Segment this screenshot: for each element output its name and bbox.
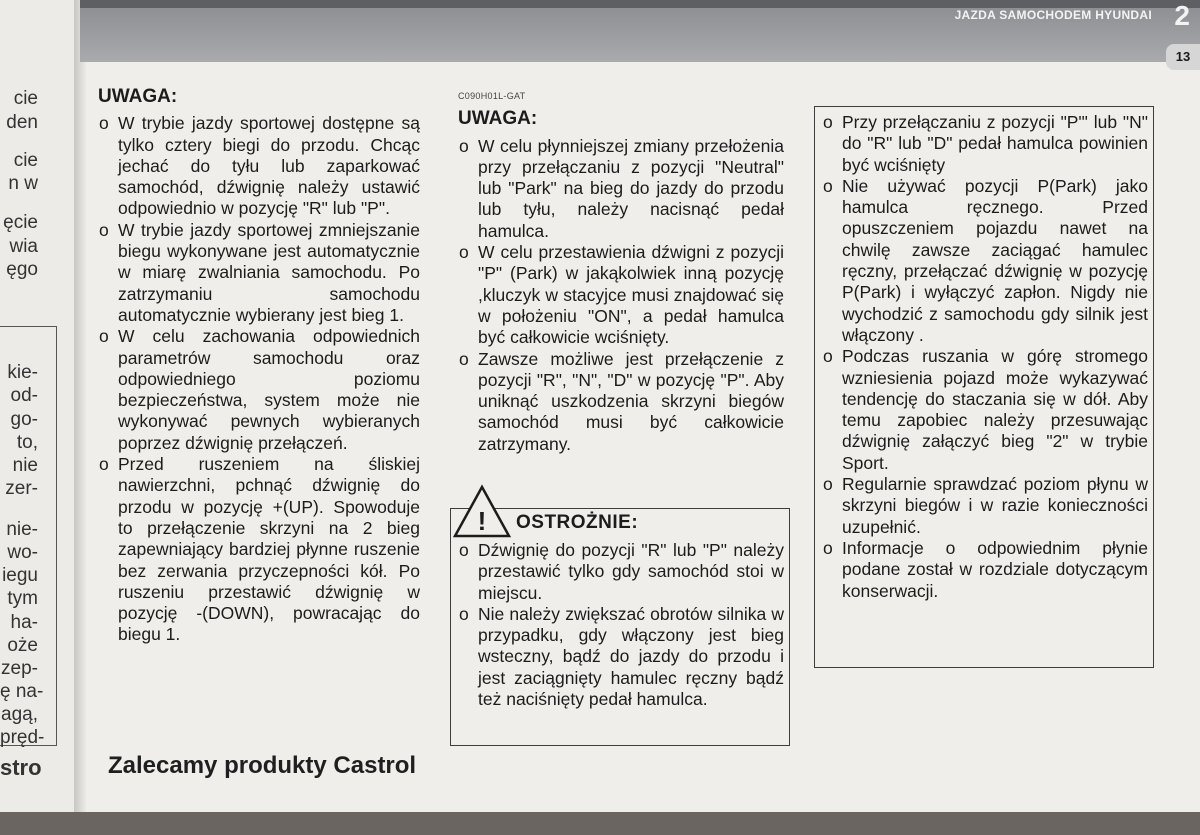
column-right [822,112,1148,602]
list-item-text: Nie należy zwiększać obrotów silnika w przypadku, gdy włączony jest bieg wsteczny, bądź do jazdy do przodu i jest zaciągnięty hamulec ręczny bądź też naciśnięty pedał hamulca. [478,603,784,710]
previous-page-fragment: go- [10,409,38,430]
bullet-marker: o [823,346,833,367]
header-ledge [80,0,1200,8]
previous-page-fragment: agą, [1,704,38,725]
previous-page-fragment: pręd- [0,727,45,748]
previous-page-fragment: ęgo [6,259,38,280]
previous-page-fragment: den [6,112,38,133]
previous-page-fragment: to, [16,432,38,453]
bullet-marker: o [459,242,469,263]
list-item [458,242,784,348]
list-item [822,346,1148,474]
list-item [458,540,784,604]
bullet-marker: o [99,454,109,475]
previous-page-fragment: od- [10,385,38,406]
warning-symbol: ! [477,506,487,536]
section-code: C090H01L-GAT [458,91,526,101]
bullet-marker: o [823,112,833,132]
previous-page-fragment: iegu [2,565,38,586]
bullet-marker: o [99,326,109,347]
bullet-marker: o [459,348,469,369]
castrol-recommendation: Zalecamy produkty Castrol [108,752,417,779]
header-band [80,0,1200,62]
book-spine [74,0,88,835]
list-item-text: W trybie jazdy sportowej zmniejszanie biegu wykonywane jest automatycznie w miarę zwalniania samochodu. Po zatrzymaniu samochodu automatycznie wybierany jest bieg 1. [118,219,420,325]
previous-page-fragment: nie- [6,519,38,540]
list-item-text: W celu zachowania odpowiednich parametrów samochodu oraz odpowiedniego poziomu bezpieczeństwa, system może nie wykonywać pewnych wybieranych poprzez dźwignię przełączeń. [118,326,420,453]
list-item-text: W trybie jazdy sportowej dostępne są tylko cztery biegi do przodu. Chcąc jechać do tyłu lub zaparkować samochód, dźwignię należy ustawić odpowiednio w pozycję "R" lub "P". [118,113,420,219]
chapter-number: 2 [1174,0,1190,31]
list-item-text: Przy przełączaniu z pozycji "P"' lub "N" do "R" lub "D" pedał hamulca powinien być wciśnięty [842,112,1148,175]
previous-page-fragment: cie [13,150,38,171]
section-title: JAZDA SAMOCHODEM HYUNDAI [954,8,1152,22]
caution-title: OSTROŻNIE: [516,512,639,533]
note-list [98,113,420,645]
list-item-text: Zawsze możliwe jest przełączenie z pozycji "R", "N", "D" w pozycję "P". Aby uniknąć uszkodzenia skrzyni biegów samochód musi być całkowicie zatrzymany. [478,348,784,454]
bullet-marker: o [823,537,833,558]
bullet-marker: o [823,175,833,196]
list-item-text: Podczas ruszania w górę stromego wzniesienia pojazd może wykazywać tendencję do staczania się w dół. Aby temu zapobiec należy przesuwając dźwignię załączyć bieg "2" w trybie Sport. [842,346,1148,473]
list-item-text: Dźwignię do pozycji "R" lub "P" należy przestawić tylko gdy samochód stoi w miejscu. [478,540,784,603]
list-item [822,176,1148,346]
bullet-marker: o [99,113,109,134]
previous-page-fragment: kie- [7,362,38,383]
previous-page-fragment: n w [8,173,38,194]
previous-page-fragment: wo- [7,542,38,563]
caution-list [458,540,784,710]
list-item [98,326,420,454]
bottom-band [0,812,1200,835]
list-item [98,220,420,326]
column-left [98,86,420,646]
previous-page-fragment: nie [12,455,38,476]
previous-page-fragment: tym [7,588,38,609]
bullet-marker: o [823,474,833,495]
list-item-text: W celu płynniejszej zmiany przełożenia przy przełączaniu z pozycji "Neutral" lub "Park" na bieg do jazdy do przodu lub tyłu, należy nacisnąć pedał hamulca. [478,135,784,241]
previous-page-fragment: zer- [5,478,38,499]
previous-page-fragment: stro [0,755,42,780]
list-item [458,136,784,242]
page-number: 13 [1166,44,1200,70]
previous-page-fragment: ha- [10,612,38,633]
list-item-text: Regularnie sprawdzać poziom płynu w skrzyni biegów i w razie konieczności uzupełnić. [842,474,1148,537]
warning-triangle-icon [452,484,512,540]
list-item [458,349,784,455]
previous-page-fragment: wia [9,236,38,257]
bullet-marker: o [459,603,469,624]
list-item [98,454,420,646]
list-item [822,538,1148,602]
note-list [458,136,784,455]
column-middle [458,86,784,455]
bullet-marker: o [99,219,109,240]
note-heading: UWAGA: [98,86,178,107]
list-item [98,113,420,219]
previous-page-fragment: ęcie [3,212,38,233]
previous-page-fragment: cie [13,88,38,109]
bullet-marker: o [459,540,469,560]
list-item-text: W celu przestawienia dźwigni z pozycji "P" (Park) w jakąkolwiek inną pozycję ,kluczyk w stacyjce musi znajdować się w położeniu "ON", a pedał hamulca być całkowicie wciśnięty. [478,242,784,348]
list-item-text: Przed ruszeniem na śliskiej nawierzchni, pchnąć dźwignię do przodu w pozycję +(UP). Spowoduje to przełączenie skrzyni na 2 bieg zapewniający bardziej płynne ruszenie bez zerwania przyczepności kół. Po ruszeniu przestawić dźwignię w pozycję -(DOWN), powracając do biegu 1. [118,454,420,645]
previous-page-fragment: ę na- [0,681,44,702]
list-item [458,604,784,710]
note-heading: UWAGA: [458,108,538,130]
list-item-text: Nie używać pozycji P(Park) jako hamulca ręcznego. Przed opuszczeniem pojazdu nawet na chwilę zawsze zaciągać hamulec ręczny, przełączać dźwignię w pozycję P(Park) i wyłączyć zapłon. Nigdy nie wychodzić z samochodu gdy silnik jest włączony . [842,175,1148,345]
bullet-marker: o [459,135,469,156]
list-item-text: Informacje o odpowiednim płynie podane został w rozdziale dotyczącym konserwacji. [842,537,1148,601]
list-item [822,474,1148,538]
note-list [822,112,1148,602]
list-item [822,112,1148,176]
previous-page-fragment: oże [7,635,38,656]
previous-page-fragment: zep- [1,658,38,679]
